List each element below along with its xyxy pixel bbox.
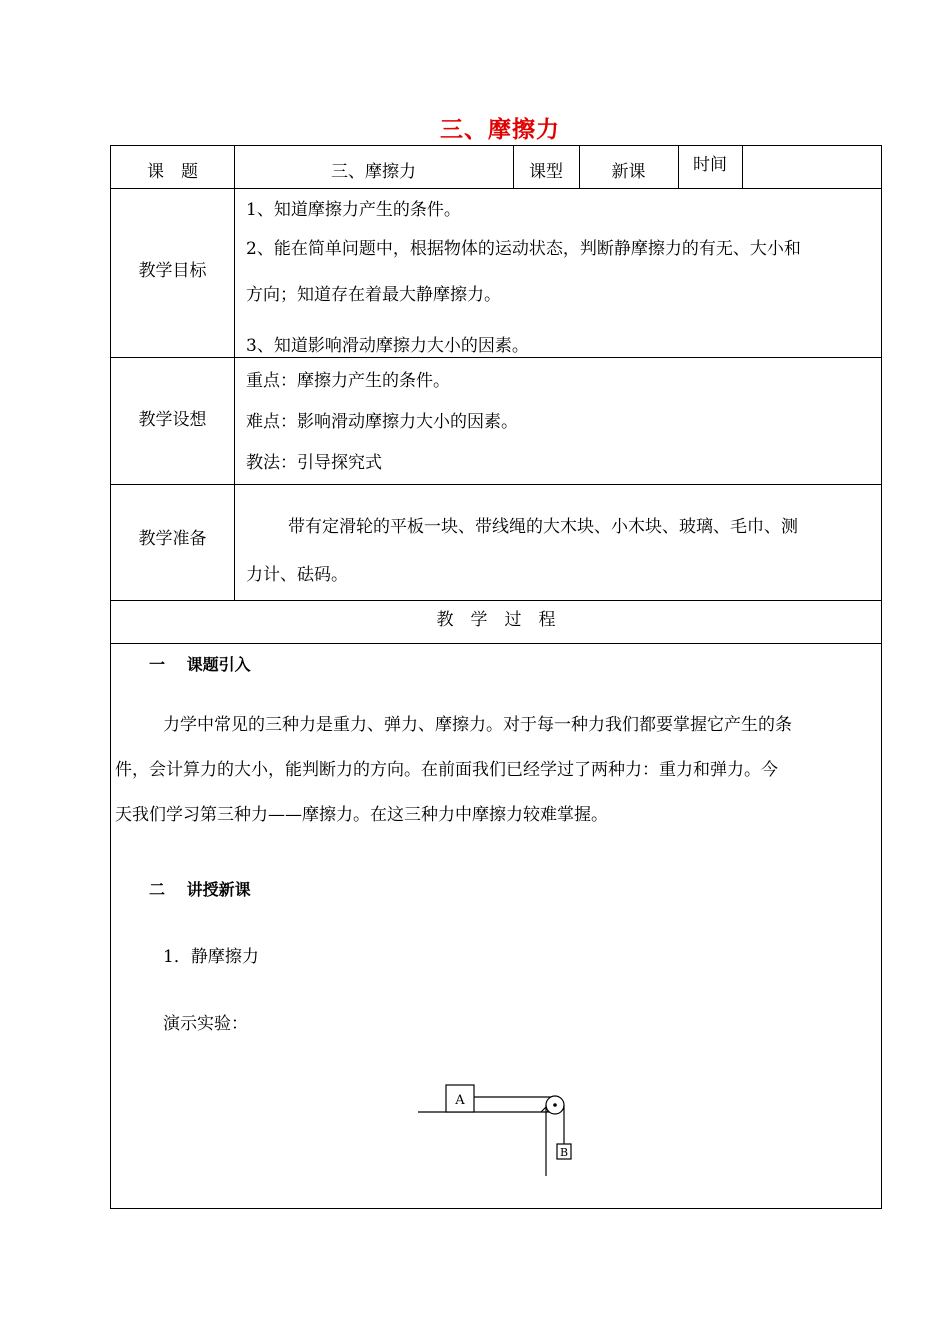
prep-line: 带有定滑轮的平板一块、带线绳的大木块、小木块、玻璃、毛巾、测 xyxy=(288,517,798,537)
demo-label: 演示实验： xyxy=(163,1014,248,1034)
objectives-content xyxy=(246,194,881,374)
row-divider xyxy=(111,188,881,189)
lesson-plan-table xyxy=(110,145,882,1209)
page-title: 三、摩擦力 xyxy=(440,117,560,143)
subsection-title: 1．静摩擦力 xyxy=(163,947,259,967)
topic-label: 课 题 xyxy=(147,162,198,182)
objective-line: 3、知道影响滑动摩擦力大小的因素。 xyxy=(246,336,529,356)
prep-content xyxy=(246,503,881,599)
paragraph-line: 天我们学习第三种力——摩擦力。在这三种力中摩擦力较难掌握。 xyxy=(115,805,608,825)
type-label: 课型 xyxy=(529,162,563,182)
section1-heading: 一 课题引入 xyxy=(149,655,251,674)
section1-body xyxy=(115,703,879,838)
design-line: 难点：影响滑动摩擦力大小的因素。 xyxy=(246,412,518,432)
prep-label: 教学准备 xyxy=(138,529,207,549)
section2-heading: 二 讲授新课 xyxy=(149,880,251,899)
pulley-experiment-figure xyxy=(411,1076,581,1181)
design-line: 教法：引导探究式 xyxy=(246,453,382,473)
objective-line: 1、知道摩擦力产生的条件。 xyxy=(246,200,461,220)
paragraph-line: 件，会计算力的大小，能判断力的方向。在前面我们已经学过了两种力：重力和弹力。今 xyxy=(115,760,778,780)
block-b-label: B xyxy=(559,1146,569,1159)
row-divider xyxy=(111,643,881,644)
row-divider xyxy=(111,484,881,485)
design-line: 重点：摩擦力产生的条件。 xyxy=(246,371,450,391)
time-label: 时间 xyxy=(693,155,727,175)
topic-value: 三、摩擦力 xyxy=(331,162,416,182)
prep-line: 力计、砝码。 xyxy=(246,565,348,585)
design-label: 教学设想 xyxy=(138,410,207,430)
col-divider xyxy=(234,146,235,600)
objectives-label: 教学目标 xyxy=(138,261,207,281)
row-divider xyxy=(111,600,881,601)
block-a-label: A xyxy=(455,1093,465,1108)
process-heading: 教 学 过 程 xyxy=(436,610,556,630)
objective-line: 方向；知道存在着最大静摩擦力。 xyxy=(246,285,501,305)
objective-line: 2、能在简单问题中，根据物体的运动状态，判断静摩擦力的有无、大小和 xyxy=(246,239,801,259)
design-content xyxy=(246,361,881,484)
col-divider xyxy=(742,146,743,188)
type-value: 新课 xyxy=(611,162,646,182)
paragraph-line: 力学中常见的三种力是重力、弹力、摩擦力。对于每一种力我们都要掌握它产生的条 xyxy=(163,715,792,735)
